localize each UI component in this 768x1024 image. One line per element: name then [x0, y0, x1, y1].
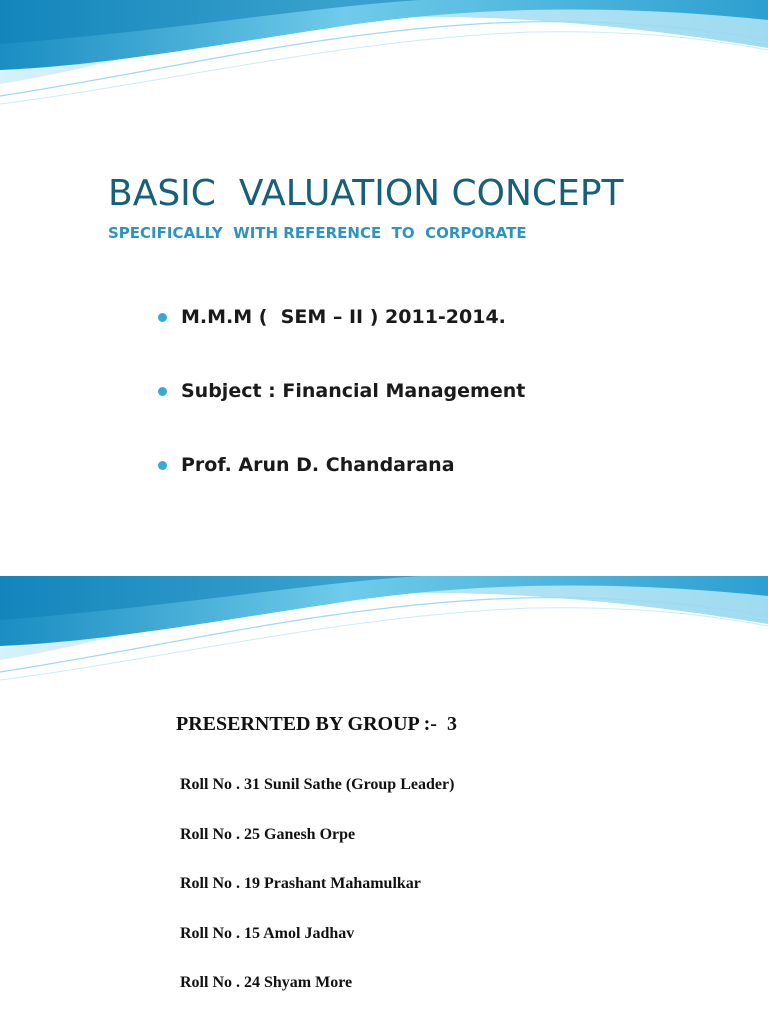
- list-item: Roll No . 15 Amol Jadhav: [180, 924, 355, 942]
- bullet-text: Subject : Financial Management: [181, 380, 526, 402]
- professor-bullet: [158, 450, 455, 524]
- member-list: [180, 774, 454, 1022]
- group-slide: [0, 576, 768, 1024]
- bullet-icon: [158, 461, 167, 470]
- bullet-icon: [158, 387, 167, 396]
- presentation-subtitle: SPECIFICALLY WITH REFERENCE TO CORPORATE: [108, 224, 527, 242]
- list-item: Roll No . 24 Shyam More: [180, 974, 353, 991]
- header-wave-decoration: [0, 0, 768, 110]
- bullet-text: M.M.M ( SEM – II ) 2011-2014.: [181, 306, 506, 328]
- group-heading: PRESERNTED BY GROUP :- 3: [176, 713, 457, 735]
- list-item: Roll No . 25 Ganesh Orpe: [180, 825, 356, 843]
- course-bullet: [158, 302, 506, 376]
- header-wave-decoration: [0, 576, 768, 686]
- bullet-icon: [158, 313, 167, 322]
- list-item: Roll No . 19 Prashant Mahamulkar: [180, 875, 421, 892]
- presentation-title: BASIC VALUATION CONCEPT: [108, 173, 624, 214]
- bullet-text: Prof. Arun D. Chandarana: [181, 454, 455, 476]
- subject-bullet: [158, 376, 526, 450]
- list-item: Roll No . 31 Sunil Sathe (Group Leader): [180, 776, 455, 793]
- info-bullet-list: [158, 302, 526, 524]
